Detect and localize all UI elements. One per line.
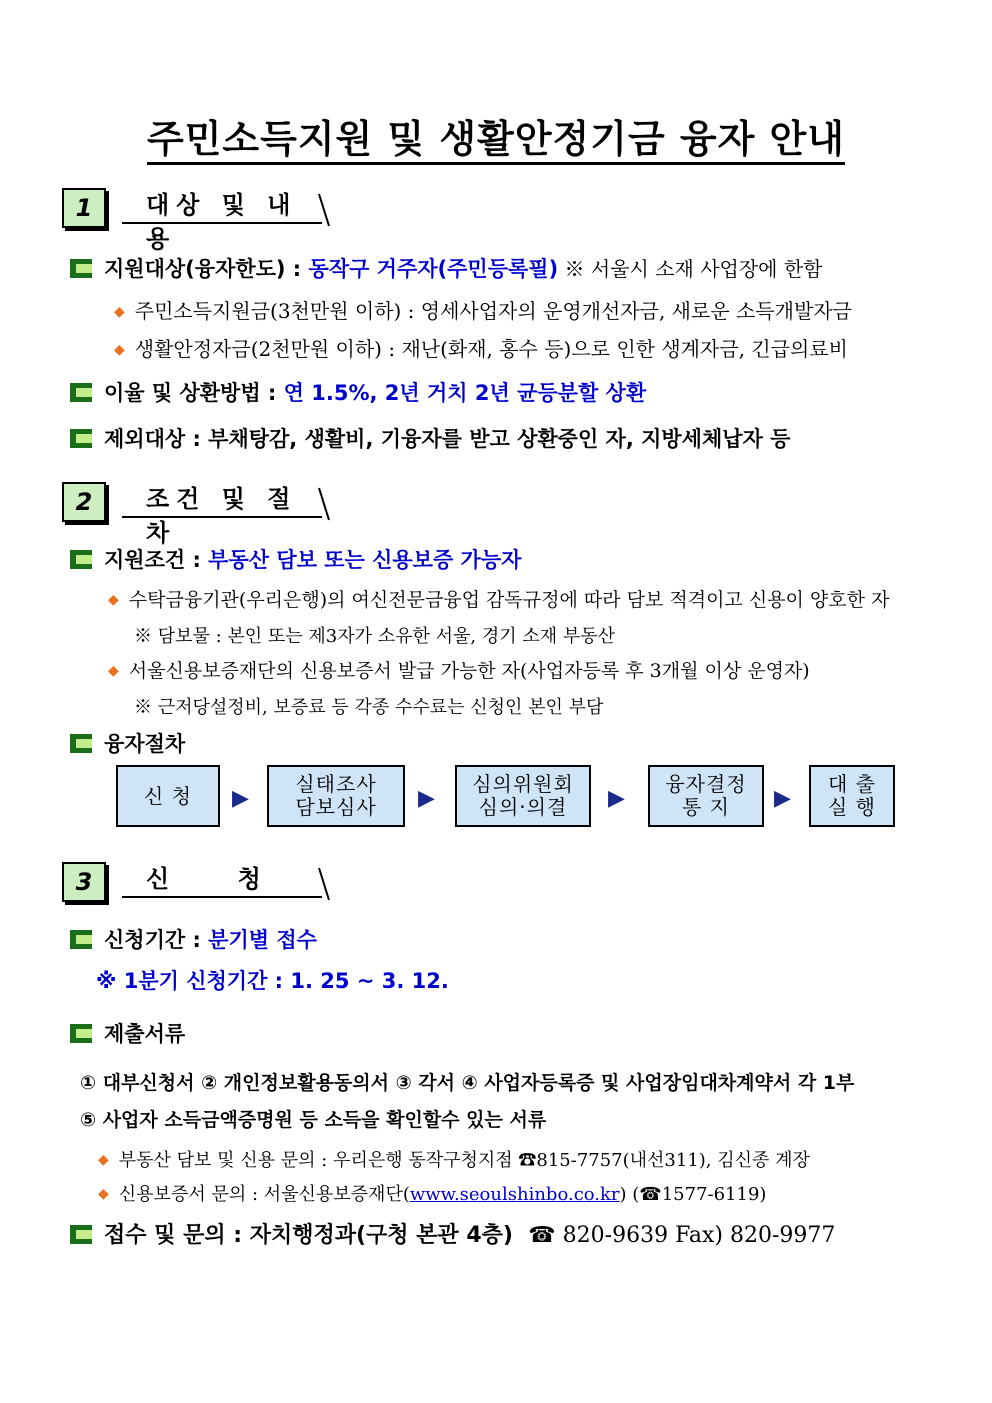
guarantee-link[interactable]: www.seoulshinbo.co.kr	[409, 1184, 620, 1205]
slash-decoration	[317, 486, 331, 522]
flow-step-inspection: 실태조사 담보심사	[267, 765, 405, 827]
documents-list-1: ① 대부신청서 ② 개인정보활용동의서 ③ 각서 ④ 사업자등록증 및 사업장임대차계약서 각 1부	[80, 1072, 855, 1094]
section-number: 3	[62, 862, 106, 902]
arrow-right-icon: ▶	[774, 786, 791, 811]
rate-line: 이율 및 상환방법 : 연 1.5%, 2년 거치 2년 균등분할 상환	[70, 377, 646, 407]
section-title: 조건 및 절차	[122, 482, 322, 518]
condition-line: 지원조건 : 부동산 담보 또는 신용보증 가능자	[70, 544, 521, 574]
target-line: 지원대상(융자한도) : 동작구 거주자(주민등록필) ※ 서울시 소재 사업장에 한함	[70, 253, 822, 283]
diamond-bullet-icon: ◆	[108, 663, 119, 679]
green-square-icon	[70, 383, 94, 402]
section-number: 2	[62, 482, 106, 522]
sub-item: ◆ 서울신용보증재단의 신용보증서 발급 가능한 자(사업자등록 후 3개월 이상 운영자)	[108, 660, 810, 682]
section-title: 신 청	[122, 862, 322, 898]
diamond-bullet-icon: ◆	[114, 304, 125, 320]
section-title: 대상 및 내용	[122, 188, 322, 224]
flow-step-loan: 대 출 실 행	[809, 765, 895, 827]
documents-list-2: ⑤ 사업자 소득금액증명원 등 소득을 확인할수 있는 서류	[80, 1109, 547, 1131]
arrow-right-icon: ▶	[232, 786, 249, 811]
flow-step-apply: 신 청	[116, 765, 220, 827]
green-square-icon	[70, 1024, 94, 1043]
inquiry-loan: ◆ 부동산 담보 및 신용 문의 : 우리은행 동작구청지점 ☎815-7757(내선311), 김신종 계장	[98, 1150, 810, 1171]
diamond-bullet-icon: ◆	[98, 1186, 109, 1202]
diamond-bullet-icon: ◆	[108, 592, 119, 608]
contact-line: 접수 및 문의 : 자치행정과(구청 본관 4층) ☎ 820-9639 Fax) 820-9977	[70, 1218, 835, 1249]
period-line: 신청기간 : 분기별 접수	[70, 924, 317, 954]
period-note: ※ 1분기 신청기간 : 1. 25 ~ 3. 12.	[96, 969, 449, 993]
documents-line: 제출서류	[70, 1018, 185, 1048]
green-square-icon	[70, 550, 94, 569]
section-number: 1	[62, 188, 106, 228]
slash-decoration	[317, 866, 331, 902]
flow-step-decision: 융자결정 통 지	[648, 765, 764, 827]
flow-step-committee: 심의위원회 심의·의결	[455, 765, 591, 827]
section-2-header	[62, 482, 342, 547]
sub-item: ◆ 수탁금융기관(우리은행)의 여신전문금융업 감독규정에 따라 담보 적격이고 신용이 양호한 자	[108, 589, 890, 611]
green-square-icon	[70, 930, 94, 949]
diamond-bullet-icon: ◆	[114, 342, 125, 358]
green-square-icon	[70, 1225, 94, 1244]
note: ※ 근저당설정비, 보증료 등 각종 수수료는 신청인 본인 부담	[134, 697, 604, 718]
arrow-right-icon: ▶	[608, 786, 625, 811]
diamond-bullet-icon: ◆	[98, 1152, 109, 1168]
exclude-line: 제외대상 : 부채탕감, 생활비, 기융자를 받고 상환중인 자, 지방세체납자 등	[70, 423, 790, 453]
green-square-icon	[70, 429, 94, 448]
green-square-icon	[70, 259, 94, 278]
sub-item: ◆ 생활안정자금(2천만원 이하) : 재난(화재, 홍수 등)으로 인한 생계자금, 긴급의료비	[114, 337, 848, 361]
arrow-right-icon: ▶	[418, 786, 435, 811]
green-square-icon	[70, 734, 94, 753]
sub-item: ◆ 주민소득지원금(3천만원 이하) : 영세사업자의 운영개선자금, 새로운 소득개발자금	[114, 299, 852, 323]
inquiry-guarantee: ◆ 신용보증서 문의 : 서울신용보증재단(www.seoulshinbo.co.kr) (☎1577-6119)	[98, 1184, 767, 1205]
section-3-header	[62, 862, 342, 902]
page-title: 주민소득지원 및 생활안정기금 융자 안내	[0, 108, 992, 163]
note: ※ 담보물 : 본인 또는 제3자가 소유한 서울, 경기 소재 부동산	[134, 626, 615, 647]
slash-decoration	[317, 192, 331, 228]
section-1-header	[62, 188, 342, 253]
procedure-line: 융자절차	[70, 728, 185, 758]
